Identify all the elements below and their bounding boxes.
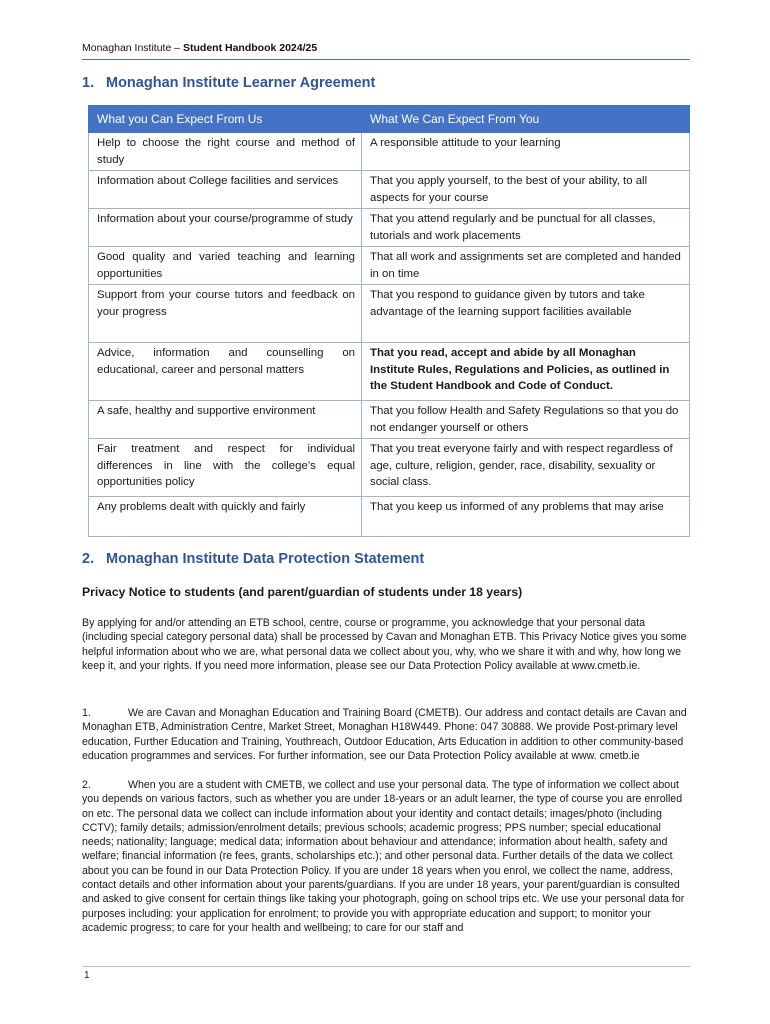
section-1-heading [82,75,375,91]
numbered-paragraph-2 [82,778,688,935]
table-row [89,171,690,209]
header-title: Student Handbook 2024/25 [183,42,318,54]
table-cell-left: Fair treatment and respect for individual differences in line with the college’s equal opportunities policy [89,439,362,497]
table-cell-left: Information about College facilities and services [89,171,362,209]
column-header-right: What We Can Expect From You [362,106,690,133]
table-cell-left: Information about your course/programme of study [89,209,362,247]
table-cell-right: That you apply yourself, to the best of your ability, to all aspects for your course [362,171,690,209]
table-row [89,497,690,537]
paragraph-number: 2. [82,779,91,791]
table-row [89,439,690,497]
table-row [89,401,690,439]
table-cell-left: Help to choose the right course and method of study [89,133,362,171]
table-cell-right: That you keep us informed of any problems that may arise [362,497,690,537]
table-header-row [89,106,690,133]
table-cell-right: That you follow Health and Safety Regulations so that you do not endanger yourself or others [362,401,690,439]
section-1-title: Monaghan Institute Learner Agreement [106,75,376,91]
header-institute: Monaghan Institute – [82,42,183,54]
paragraph-text: When you are a student with CMETB, we collect and use your personal data. The type of information we collect about you depends on various factors, such as whether you are under 18-years or an adult learner, the type of course you are enrolled on etc. The personal data we collect can include information about your identity and contact details; images/photo (including CCTV); family details; admission/enrolment details; previous schools; academic progress; PPS number; special educational needs; nationality; language; medical data; information about behaviour and attendance; information about health, safety and welfare; financial information (re fees, grants, scholarships etc.); and other personal data. Further details of the data we collect about you can be found in our Data Protection Policy. If you are under 18 years when you enrol, we collect the name, address, contact details and other information about your parents/guardians. If you are under 18 years, your parent/guardian is consulted and asked to give consent for certain things like taking your photograph, going on school trips etc. We use your personal data for purposes including: your application for enrolment; to provide you with appropriate education and support; to monitor your academic progress; to care for your health and wellbeing; to care for our staff and [82,779,685,934]
table-row [89,133,690,171]
numbered-paragraph-1 [82,706,688,763]
column-header-left: What you Can Expect From Us [89,106,362,133]
footer-divider [82,966,690,967]
paragraph-text: We are Cavan and Monaghan Education and Training Board (CMETB). Our address and contact details are Cavan and Monaghan ETB, Administration Centre, Market Street, Monaghan H18W449. Phone: 047 30888. We provide Post-primary level education, Further Education and Training, Youthreach, Outdoor Education, Arts Education in addition to other community-based education programmes and services. For further information, see our Data Protection Policy available at www. cmetb.ie [82,707,687,762]
paragraph-number: 1. [82,707,91,719]
table-cell-right: That all work and assignments set are completed and handed in on time [362,247,690,285]
section-2-title: Monaghan Institute Data Protection Statement [106,551,425,567]
table-cell-left: Any problems dealt with quickly and fairly [89,497,362,537]
section-2-number: 2. [82,551,95,567]
table-cell-left: Support from your course tutors and feedback on your progress [89,285,362,343]
table-row [89,247,690,285]
table-row [89,209,690,247]
learner-agreement-table [88,105,690,537]
table-cell-left: A safe, healthy and supportive environment [89,401,362,439]
table-cell-left: Good quality and varied teaching and learning opportunities [89,247,362,285]
intro-paragraph: By applying for and/or attending an ETB school, centre, course or programme, you acknowledge that your personal data (including special category personal data) shall be processed by Cavan and Monaghan ETB. This Privacy Notice gives you some helpful information about who we are, what personal data we collect about you, why, who we share it with and why, how long we keep it, and your rights. If you need more information, please see our Data Protection Policy available at www.cmetb.ie. [82,617,687,672]
table-cell-right: A responsible attitude to your learning [362,133,690,171]
table-cell-right [362,343,690,401]
section-2-heading [82,551,424,567]
table-cell-right: That you attend regularly and be punctual for all classes, tutorials and work placements [362,209,690,247]
table-cell-left: Advice, information and counselling on educational, career and personal matters [89,343,362,401]
rules-emphasis-text: That you read, accept and abide by all Monaghan Institute Rules, Regulations and Policies, as outlined in the Student Handbook and Code of Conduct. [370,347,670,392]
table-row [89,343,690,401]
page-number: 1 [84,970,90,981]
section-1-number: 1. [82,75,95,91]
running-header [82,42,690,60]
privacy-notice-subheading: Privacy Notice to students (and parent/guardian of students under 18 years) [82,585,523,599]
table-row [89,285,690,343]
table-cell-right: That you respond to guidance given by tutors and take advantage of the learning support facilities available [362,285,690,343]
table-cell-right: That you treat everyone fairly and with respect regardless of age, culture, religion, gender, race, disability, sexuality or social class. [362,439,690,497]
